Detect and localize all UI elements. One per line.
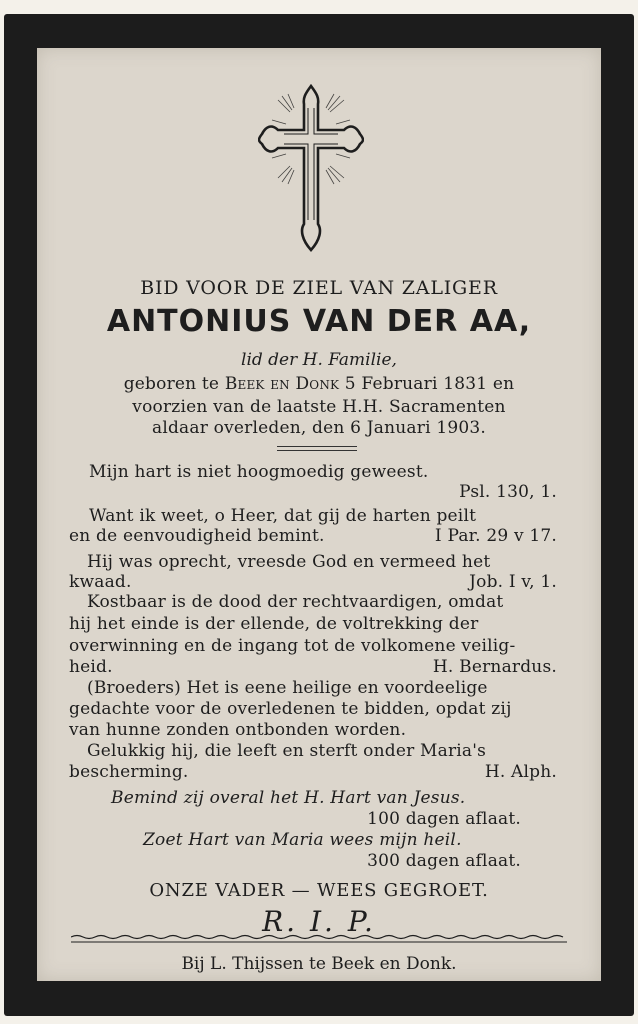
cross-icon [258,84,364,252]
memorial-card-border [4,14,634,1016]
birth-suffix: 5 Februari 1831 en [339,374,515,394]
verse-line: Hij was oprecht, vreesde God en vermeed het [87,552,491,572]
rip: R. I. P. [262,905,376,938]
verse-reference: Job. I v, 1. [469,572,557,592]
verse-line: Kostbaar is de dood der rechtvaardigen, omdat [87,592,504,612]
prayer-heading: BID VOOR DE ZIEL VAN ZALIGER [140,277,498,299]
verse-line: en de eenvoudigheid bemint. [69,526,325,546]
ornamental-rule [71,934,567,944]
verse-line: Mijn hart is niet hoogmoedig geweest. [89,462,429,482]
birth-prefix: geboren te [123,374,225,394]
indulgence-days: 100 dagen aflaat. [367,809,521,829]
member-line: lid der H. Familie, [241,350,397,370]
verse-reference: I Par. 29 v 17. [434,526,557,546]
divider [277,446,357,447]
verse-line: gedachte voor de overledenen te bidden, opdat zij [69,699,512,719]
printer-line: Bij L. Thijssen te Beek en Donk. [181,954,457,974]
verse-reference: Psl. 130, 1. [459,482,557,502]
verse-line: Gelukkig hij, die leeft en sterft onder Maria's [87,741,487,761]
indulgence-days: 300 dagen aflaat. [367,851,521,871]
birth-place: Beek en Donk [224,374,340,394]
closing-prayers: ONZE VADER — WEES GEGROET. [149,880,489,901]
verse-reference: H. Bernardus. [432,657,557,677]
verse-line: hij het einde is der ellende, de voltrekking der [69,614,479,634]
verse-line: bescherming. [69,762,189,782]
verse-line: (Broeders) Het is eene heilige en voordeelige [87,678,488,698]
indulgence-prayer: Zoet Hart van Maria wees mijn heil. [143,830,462,850]
deceased-name: ANTONIUS VAN DER AA, [106,304,532,339]
verse-line: overwinning en de ingang tot de volkomene veilig- [69,636,516,656]
verse-line: heid. [69,657,113,677]
death-line: aldaar overleden, den 6 Januari 1903. [151,418,486,438]
indulgence-prayer: Bemind zij overal het H. Hart van Jesus. [111,788,466,808]
verse-reference: H. Alph. [484,762,557,782]
divider [277,450,357,451]
memorial-card-paper [37,48,601,981]
birth-line [37,374,601,394]
verse-line: Want ik weet, o Heer, dat gij de harten peilt [89,506,477,526]
verse-line: kwaad. [69,572,132,592]
sacraments-line: voorzien van de laatste H.H. Sacramenten [132,397,506,417]
verse-line: van hunne zonden ontbonden worden. [69,720,407,740]
